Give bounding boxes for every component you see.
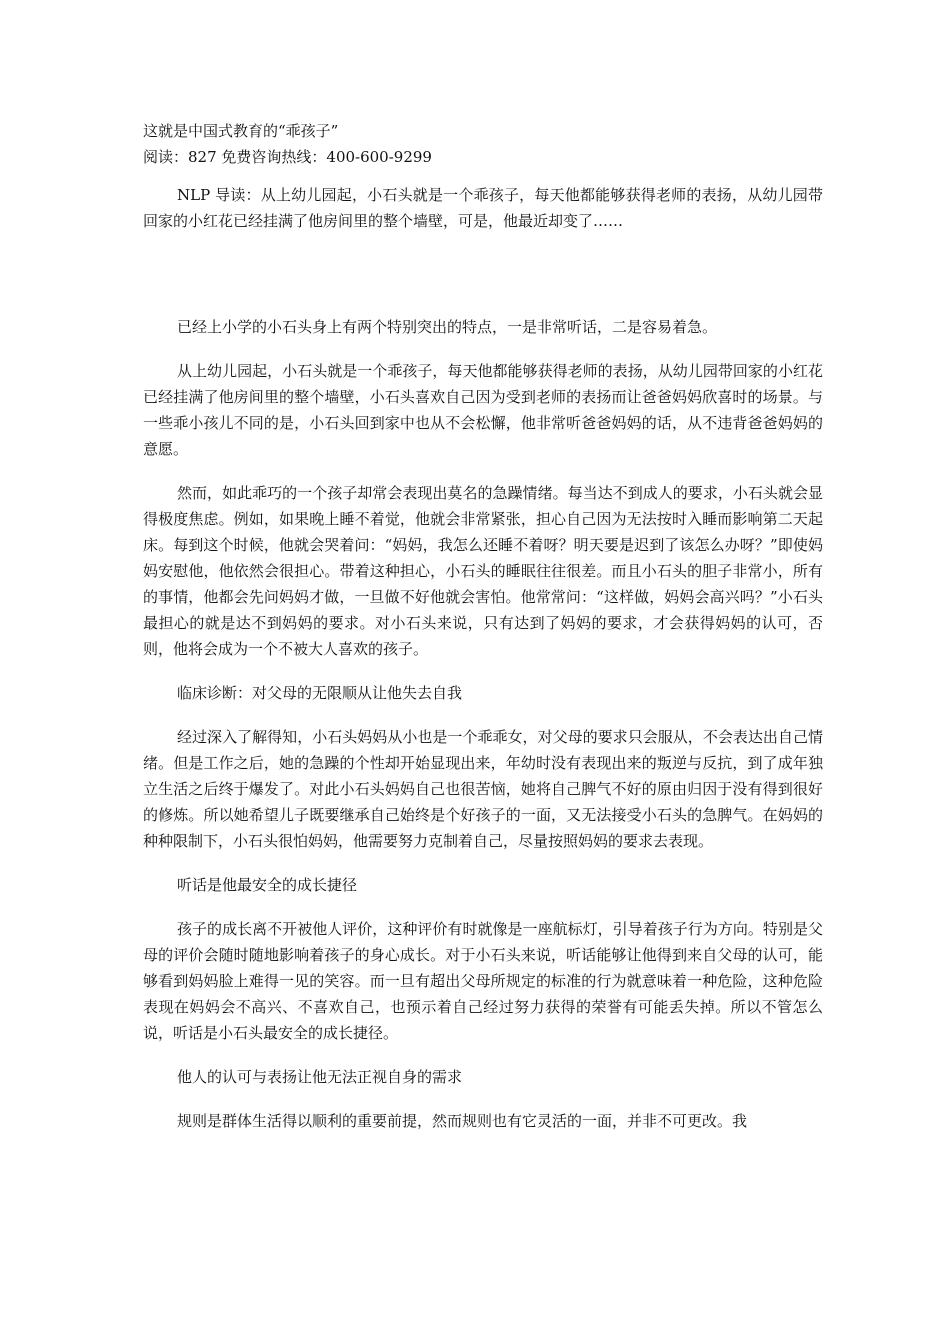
paragraph-3: 然而，如此乖巧的一个孩子却常会表现出莫名的急躁情绪。每当达不到成人的要求，小石头就会显得极度焦虑。例如，如果晚上睡不着觉，他就会非常紧张，担心自己因为无法按时入睡而影响第二天起床。每到这个时候，他就会哭着问：“妈妈，我怎么还睡不着呀？明天要是迟到了该怎么办呀？”即使妈妈安慰他，他依然会很担心。带着这种担心，小石头的睡眠往往很差。而且小石头的胆子非常小，所有的事情，他都会先问妈妈才做，一旦做不好他就会害怕。他常常问：“这样做，妈妈会高兴吗？”小石头最担心的就是达不到妈妈的要求。对小石头来说，只有达到了妈妈的要求，才会获得妈妈的认可，否则，他将会成为一个不被大人喜欢的孩子。 — [143, 484, 823, 658]
intro-paragraph: NLP 导读：从上幼儿园起，小石头就是一个乖孩子，每天他都能够获得老师的表扬，从幼儿园带回家的小红花已经挂满了他房间里的整个墙壁，可是，他最近却变了…… — [143, 186, 823, 230]
paragraph-1: 已经上小学的小石头身上有两个特别突出的特点，一是非常听话，二是容易着急。 — [177, 318, 718, 336]
paragraph-5: 孩子的成长离不开被他人评价，这种评价有时就像是一座航标灯，引导着孩子行为方向。特别是父母的评价会随时随地影响着孩子的身心成长。对于小石头来说，听话能够让他得到来自父母的认可，能够看到妈妈脸上难得一见的笑容。而一旦有超出父母所规定的标准的行为就意味着一种危险，这种危险表现在妈妈会不高兴、不喜欢自己，也预示着自己经过努力获得的荣誉有可能丢失掉。所以不管怎么说，听话是小石头最安全的成长捷径。 — [143, 920, 823, 1042]
section-heading-diagnosis: 临床诊断：对父母的无限顺从让他失去自我 — [177, 684, 463, 702]
section-heading-recognition: 他人的认可与表扬让他无法正视自身的需求 — [177, 1068, 463, 1086]
paragraph-4: 经过深入了解得知，小石头妈妈从小也是一个乖乖女，对父母的要求只会服从，不会表达出自己情绪。但是工作之后，她的急躁的个性却开始显现出来，年幼时没有表现出来的叛逆与反抗，到了成年独立生活之后终于爆发了。对此小石头妈妈自己也很苦恼，她将自己脾气不好的原由归因于没有得到很好的修炼。所以她希望儿子既要继承自己始终是个好孩子的一面，又无法接受小石头的急脾气。在妈妈的种种限制下，小石头很怕妈妈，他需要努力克制着自己，尽量按照妈妈的要求去表现。 — [143, 728, 823, 850]
article-title: 这就是中国式教育的“乖孩子” — [143, 122, 339, 140]
section-heading-obedience: 听话是他最安全的成长捷径 — [177, 876, 358, 894]
paragraph-2: 从上幼儿园起，小石头就是一个乖孩子，每天他都能够获得老师的表扬，从幼儿园带回家的小红花已经挂满了他房间里的整个墙壁，小石头喜欢自己因为受到老师的表扬而让爸爸妈妈欣喜时的场景。与一些乖小孩儿不同的是，小石头回到家中也从不会松懈，他非常听爸爸妈妈的话，从不违背爸爸妈妈的意愿。 — [143, 362, 823, 458]
article-meta: 阅读：827 免费咨询热线：400-600-9299 — [143, 148, 432, 166]
paragraph-6: 规则是群体生活得以顺利的重要前提，然而规则也有它灵活的一面，并非不可更改。我 — [177, 1112, 748, 1130]
document-page — [143, 118, 823, 1134]
